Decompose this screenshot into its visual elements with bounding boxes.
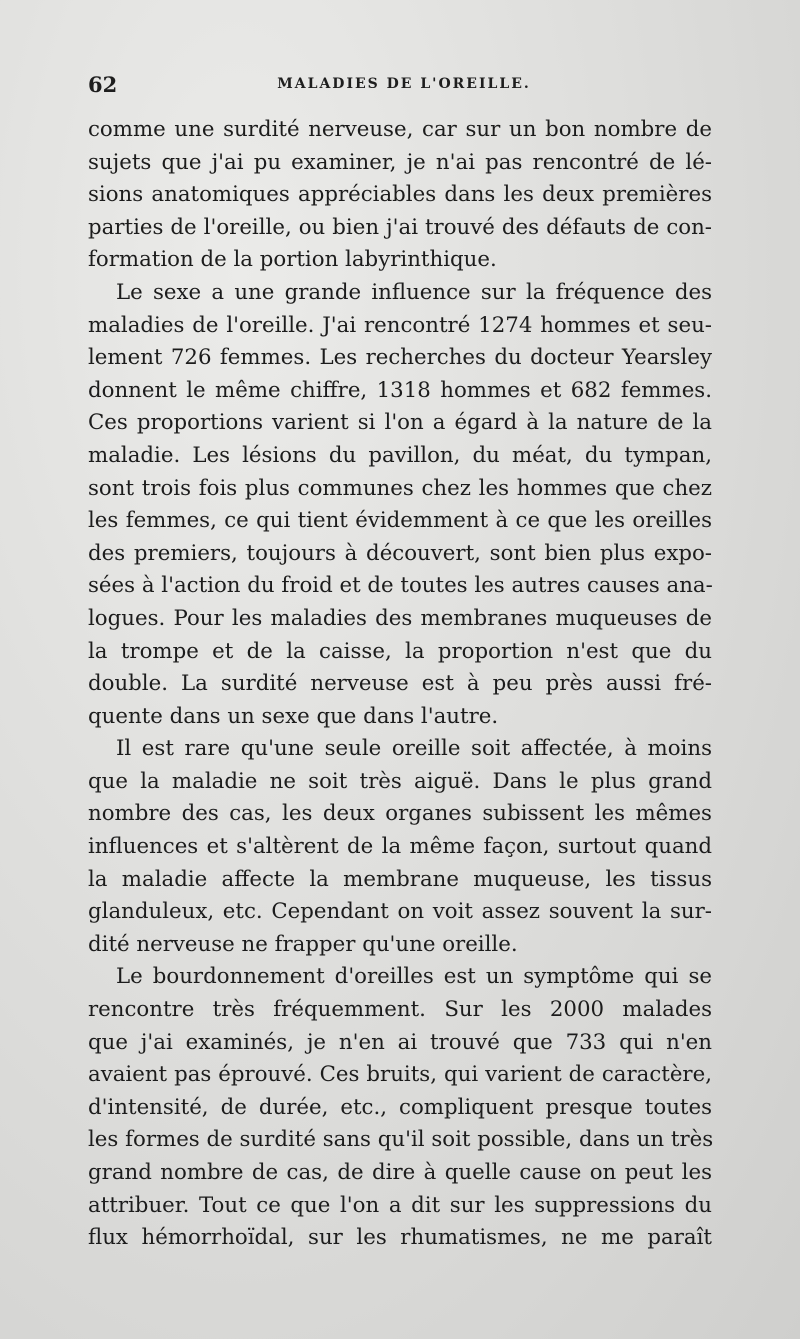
text-line: Il est rare qu'une seule oreille soit affectée, à moins	[116, 736, 712, 762]
text-line: Le sexe a une grande influence sur la fréquence des	[116, 279, 712, 305]
text-line: influences et s'altèrent de la même façon, surtout quand	[88, 834, 712, 860]
body-text	[88, 114, 712, 1255]
text-line: la maladie affecte la membrane muqueuse, les tissus	[88, 866, 712, 892]
text-line: nombre des cas, les deux organes subissent les mêmes	[88, 801, 712, 827]
text-line: rencontre très fréquemment. Sur les 2000 malades	[88, 997, 712, 1023]
text-line: Le bourdonnement d'oreilles est un symptôme qui se	[116, 964, 712, 990]
text-line: sées à l'action du froid et de toutes les autres causes ana-	[88, 573, 713, 599]
text-line: les formes de surdité sans qu'il soit possible, dans un très	[88, 1127, 714, 1153]
text-line: les femmes, ce qui tient évidemment à ce que les oreilles	[88, 508, 712, 534]
running-head: MALADIES DE L'OREILLE.	[277, 76, 531, 92]
text-line: flux hémorrhoïdal, sur les rhumatismes, ne me paraît	[88, 1225, 712, 1251]
text-line: comme une surdité nerveuse, car sur un bon nombre de	[88, 117, 712, 142]
text-line: maladie. Les lésions du pavillon, du méat, du tympan,	[88, 442, 712, 468]
text-line: que j'ai examinés, je n'en ai trouvé que 733 qui n'en	[88, 1029, 712, 1055]
text-line: attribuer. Tout ce que l'on a dit sur les suppressions du	[88, 1192, 712, 1218]
text-line: double. La surdité nerveuse est à peu près aussi fré-	[88, 671, 712, 697]
text-line: sujets que j'ai pu examiner, je n'ai pas rencontré de lé-	[88, 149, 712, 175]
text-line: quente dans un sexe que dans l'autre.	[88, 703, 499, 729]
paragraph	[88, 961, 712, 1254]
text-line: d'intensité, de durée, etc., compliquent presque toutes	[88, 1094, 712, 1120]
text-line: la trompe et de la caisse, la proportion n'est que du	[88, 638, 712, 664]
text-line: lement 726 femmes. Les recherches du docteur Yearsley	[88, 345, 712, 371]
text-line: sions anatomiques appréciables dans les deux premières	[88, 182, 712, 208]
text-line: glanduleux, etc. Cependant on voit assez souvent la sur-	[88, 899, 712, 925]
text-line: formation de la portion labyrinthique.	[88, 247, 497, 273]
text-line: avaient pas éprouvé. Ces bruits, qui varient de caractère,	[88, 1062, 712, 1088]
text-line: sont trois fois plus communes chez les hommes que chez	[88, 475, 712, 501]
paragraph	[88, 277, 712, 733]
text-line: maladies de l'oreille. J'ai rencontré 1274 hommes et seu-	[88, 312, 712, 338]
paragraph	[88, 114, 712, 277]
text-line: grand nombre de cas, de dire à quelle cause on peut les	[88, 1160, 712, 1185]
text-line: que la maladie ne soit très aiguë. Dans le plus grand	[88, 768, 712, 794]
page-header	[88, 72, 720, 102]
text-line: donnent le même chiffre, 1318 hommes et 682 femmes.	[88, 377, 712, 403]
text-line: parties de l'oreille, ou bien j'ai trouvé des défauts de con-	[88, 214, 712, 240]
page-number: 62	[88, 72, 118, 97]
text-line: des premiers, toujours à découvert, sont bien plus expo-	[88, 540, 712, 566]
paragraph	[88, 733, 712, 961]
text-line: dité nerveuse ne frapper qu'une oreille.	[88, 931, 518, 957]
text-line: Ces proportions varient si l'on a égard à la nature de la	[88, 410, 712, 436]
text-line: logues. Pour les maladies des membranes muqueuses de	[88, 605, 712, 631]
